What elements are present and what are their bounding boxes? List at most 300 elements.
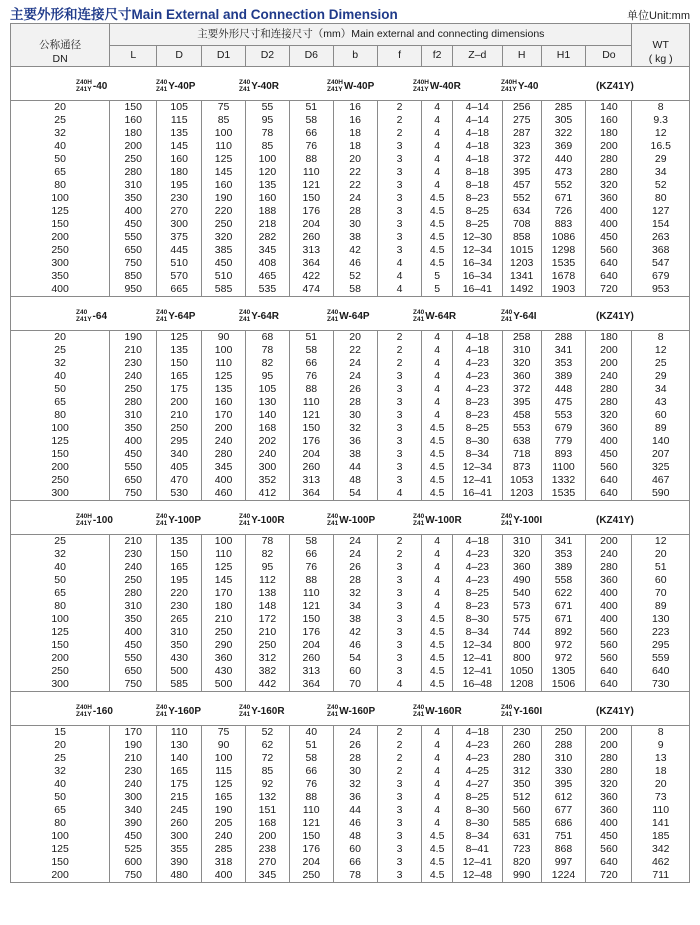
table-cell: 4 xyxy=(422,153,452,166)
table-cell: 110 xyxy=(202,548,246,561)
table-cell: 3 xyxy=(377,218,422,231)
table-cell: 66 xyxy=(289,127,333,140)
table-cell: 650 xyxy=(110,474,157,487)
table-cell: 1050 xyxy=(502,665,541,678)
table-cell: 800 xyxy=(502,639,541,652)
table-cell: 4 xyxy=(377,283,422,297)
table-cell: 250 xyxy=(11,665,110,678)
table-cell: 13 xyxy=(632,752,690,765)
table-cell: 12 xyxy=(632,344,690,357)
table-cell: 820 xyxy=(502,856,541,869)
table-cell: 730 xyxy=(632,678,690,692)
table-cell: 4 xyxy=(422,561,452,574)
table-cell: 547 xyxy=(632,257,690,270)
table-cell: 240 xyxy=(246,448,290,461)
table-cell: 145 xyxy=(202,166,246,179)
table-cell: 60 xyxy=(632,409,690,422)
table-cell: 310 xyxy=(110,600,157,613)
table-cell: 172 xyxy=(246,613,290,626)
table-row xyxy=(11,652,690,665)
table-cell: 4.5 xyxy=(422,422,452,435)
table-cell: 631 xyxy=(502,830,541,843)
table-cell: 3 xyxy=(377,461,422,474)
table-cell: 148 xyxy=(246,600,290,613)
table-cell: 51 xyxy=(289,101,333,115)
table-cell: 82 xyxy=(246,357,290,370)
table-cell: 550 xyxy=(110,461,157,474)
col-header: Do xyxy=(586,45,632,67)
table-cell: 390 xyxy=(110,817,157,830)
table-cell: 395 xyxy=(502,396,541,409)
table-cell: 176 xyxy=(289,843,333,856)
table-row xyxy=(11,804,690,817)
table-cell: 280 xyxy=(202,448,246,461)
table-cell: 115 xyxy=(157,114,202,127)
table-cell: 8–25 xyxy=(452,791,502,804)
table-cell: 300 xyxy=(11,257,110,270)
table-cell: 473 xyxy=(541,166,586,179)
table-row xyxy=(11,843,690,856)
table-cell: 340 xyxy=(157,448,202,461)
table-cell: 408 xyxy=(246,257,290,270)
table-cell: 2 xyxy=(377,357,422,370)
table-cell: 320 xyxy=(586,409,632,422)
table-cell: 726 xyxy=(541,205,586,218)
table-cell: 73 xyxy=(632,791,690,804)
table-cell: 4 xyxy=(422,752,452,765)
table-cell: 4.5 xyxy=(422,856,452,869)
table-row xyxy=(11,869,690,883)
table-cell: 4.5 xyxy=(422,257,452,270)
table-cell: 972 xyxy=(541,652,586,665)
table-cell: 320 xyxy=(586,179,632,192)
table-cell: 100 xyxy=(202,535,246,549)
table-row xyxy=(11,331,690,345)
table-row xyxy=(11,140,690,153)
table-cell: 4 xyxy=(422,370,452,383)
table-cell: 430 xyxy=(157,652,202,665)
table-cell: 40 xyxy=(289,726,333,740)
table-cell: 25 xyxy=(11,114,110,127)
table-cell: 195 xyxy=(157,179,202,192)
table-cell: 43 xyxy=(632,396,690,409)
table-cell: 300 xyxy=(157,830,202,843)
table-cell: 210 xyxy=(246,626,290,639)
table-cell: 230 xyxy=(157,192,202,205)
table-cell: 892 xyxy=(541,626,586,639)
table-cell: 200 xyxy=(11,869,110,883)
table-cell: 364 xyxy=(289,257,333,270)
table-cell: 723 xyxy=(502,843,541,856)
table-cell: 400 xyxy=(110,205,157,218)
table-cell: 250 xyxy=(541,726,586,740)
table-cell: 2 xyxy=(377,739,422,752)
table-cell: 4.5 xyxy=(422,678,452,692)
table-cell: 89 xyxy=(632,422,690,435)
table-cell: 2 xyxy=(377,127,422,140)
table-cell: 200 xyxy=(586,357,632,370)
dn-header: 公称通径 DN xyxy=(11,24,110,67)
table-cell: 70 xyxy=(333,678,377,692)
table-cell: 24 xyxy=(333,535,377,549)
table-cell: 1535 xyxy=(541,487,586,501)
table-cell: 800 xyxy=(502,652,541,665)
table-cell: 82 xyxy=(246,548,290,561)
table-cell: 24 xyxy=(333,192,377,205)
table-cell: 24 xyxy=(333,357,377,370)
table-cell: 58 xyxy=(289,535,333,549)
table-cell: 112 xyxy=(246,574,290,587)
table-cell: 559 xyxy=(632,652,690,665)
table-cell: 30 xyxy=(333,218,377,231)
table-cell: 25 xyxy=(632,357,690,370)
table-cell: 51 xyxy=(289,331,333,345)
table-cell: 679 xyxy=(541,422,586,435)
table-cell: 42 xyxy=(333,626,377,639)
table-cell: 150 xyxy=(11,218,110,231)
table-cell: 20 xyxy=(632,548,690,561)
table-cell: 4–23 xyxy=(452,548,502,561)
table-cell: 313 xyxy=(289,665,333,678)
table-cell: 138 xyxy=(246,587,290,600)
table-cell: 500 xyxy=(157,665,202,678)
table-cell: 18 xyxy=(333,140,377,153)
table-cell: 210 xyxy=(110,752,157,765)
table-cell: 3 xyxy=(377,817,422,830)
table-cell: 151 xyxy=(246,804,290,817)
table-cell: 38 xyxy=(333,231,377,244)
model-label: Z40 Z41 Y-64R xyxy=(239,309,279,323)
table-cell: 4 xyxy=(377,257,422,270)
table-row xyxy=(11,535,690,549)
table-cell: 395 xyxy=(502,166,541,179)
table-cell: 204 xyxy=(289,448,333,461)
table-cell: 78 xyxy=(333,869,377,883)
table-cell: 4.5 xyxy=(422,830,452,843)
table-cell: 200 xyxy=(11,652,110,665)
table-cell: 510 xyxy=(157,257,202,270)
table-cell: 553 xyxy=(541,409,586,422)
table-row xyxy=(11,231,690,244)
table-row xyxy=(11,127,690,140)
table-cell: 200 xyxy=(246,830,290,843)
table-cell: 560 xyxy=(586,626,632,639)
table-cell: 650 xyxy=(110,244,157,257)
table-cell: 75 xyxy=(202,726,246,740)
table-cell: 80 xyxy=(11,600,110,613)
table-cell: 145 xyxy=(157,140,202,153)
table-row xyxy=(11,435,690,448)
table-cell: 88 xyxy=(289,383,333,396)
table-cell: 46 xyxy=(333,257,377,270)
model-label: Z40 Z41 Y-100P xyxy=(156,513,202,527)
table-cell: 26 xyxy=(333,739,377,752)
table-cell: 686 xyxy=(541,817,586,830)
table-cell: 4–25 xyxy=(452,765,502,778)
table-cell: 34 xyxy=(632,383,690,396)
table-cell: 24 xyxy=(333,726,377,740)
table-cell: 4–18 xyxy=(452,153,502,166)
table-cell: 90 xyxy=(202,331,246,345)
model-label: Z40H Z41Y W-40P xyxy=(327,79,375,93)
table-cell: 718 xyxy=(502,448,541,461)
table-cell: 560 xyxy=(586,244,632,257)
table-cell: 353 xyxy=(541,548,586,561)
table-cell: 450 xyxy=(110,218,157,231)
table-cell: 462 xyxy=(632,856,690,869)
table-cell: 950 xyxy=(110,283,157,297)
table-cell: 510 xyxy=(202,270,246,283)
table-cell: 779 xyxy=(541,435,586,448)
table-cell: 570 xyxy=(157,270,202,283)
table-cell: 110 xyxy=(202,357,246,370)
table-cell: 305 xyxy=(541,114,586,127)
table-row xyxy=(11,370,690,383)
table-row xyxy=(11,192,690,205)
table-cell: 141 xyxy=(632,817,690,830)
table-cell: 8–30 xyxy=(452,804,502,817)
table-cell: 16–41 xyxy=(452,283,502,297)
table-cell: 470 xyxy=(157,474,202,487)
table-cell: 390 xyxy=(157,856,202,869)
table-cell: 176 xyxy=(289,435,333,448)
table-cell: 135 xyxy=(246,179,290,192)
table-cell: 180 xyxy=(586,127,632,140)
table-cell: 78 xyxy=(246,127,290,140)
table-cell: 16–34 xyxy=(452,270,502,283)
table-cell: 110 xyxy=(157,726,202,740)
table-cell: 350 xyxy=(110,613,157,626)
table-cell: 300 xyxy=(110,791,157,804)
model-label: Z40H Z41Y -40 xyxy=(76,79,108,93)
table-row xyxy=(11,114,690,127)
table-cell: 720 xyxy=(586,869,632,883)
table-cell: 4 xyxy=(422,179,452,192)
table-cell: 130 xyxy=(632,613,690,626)
table-cell: 345 xyxy=(246,869,290,883)
table-cell: 32 xyxy=(11,127,110,140)
table-cell: 4–18 xyxy=(452,726,502,740)
table-cell: 220 xyxy=(202,205,246,218)
table-cell: 200 xyxy=(586,535,632,549)
table-row xyxy=(11,791,690,804)
table-row xyxy=(11,344,690,357)
table-cell: 585 xyxy=(202,283,246,297)
table-cell: 4.5 xyxy=(422,626,452,639)
table-cell: 24 xyxy=(333,548,377,561)
table-cell: 100 xyxy=(11,422,110,435)
table-cell: 32 xyxy=(333,778,377,791)
table-cell: 60 xyxy=(333,665,377,678)
table-cell: 372 xyxy=(502,153,541,166)
table-cell: 20 xyxy=(333,153,377,166)
table-cell: 322 xyxy=(541,127,586,140)
table-cell: 750 xyxy=(110,257,157,270)
table-cell: 50 xyxy=(11,791,110,804)
model-label: Z40 Z41 W-64P xyxy=(327,309,370,323)
table-cell: 150 xyxy=(157,548,202,561)
table-cell: 360 xyxy=(502,370,541,383)
table-row xyxy=(11,587,690,600)
table-cell: 369 xyxy=(541,140,586,153)
table-cell: 18 xyxy=(632,765,690,778)
table-cell: 110 xyxy=(289,804,333,817)
table-cell: 25 xyxy=(11,344,110,357)
table-cell: 352 xyxy=(246,474,290,487)
model-label: Z40 Z41 Y-40R xyxy=(239,79,279,93)
model-label: (KZ41Y) xyxy=(596,706,634,717)
page-title: 主要外形和连接尺寸Main External and Connection Dimension xyxy=(10,7,398,22)
table-row xyxy=(11,205,690,218)
table-cell: 100 xyxy=(246,153,290,166)
table-cell: 190 xyxy=(202,192,246,205)
table-cell: 4 xyxy=(422,127,452,140)
table-cell: 160 xyxy=(202,179,246,192)
model-label: Z40 Z41 Y-160P xyxy=(156,704,202,718)
table-cell: 140 xyxy=(586,101,632,115)
table-cell: 176 xyxy=(289,205,333,218)
table-cell: 8–25 xyxy=(452,587,502,600)
table-cell: 640 xyxy=(586,665,632,678)
table-cell: 200 xyxy=(11,461,110,474)
table-cell: 80 xyxy=(11,409,110,422)
model-row xyxy=(11,692,690,726)
table-row xyxy=(11,778,690,791)
table-cell: 4 xyxy=(422,600,452,613)
table-cell: 154 xyxy=(632,218,690,231)
table-cell: 230 xyxy=(110,765,157,778)
table-cell: 711 xyxy=(632,869,690,883)
model-label: Z40H Z41Y -160 xyxy=(76,704,113,718)
table-cell: 4 xyxy=(422,817,452,830)
table-row xyxy=(11,726,690,740)
table-cell: 535 xyxy=(246,283,290,297)
table-cell: 8–23 xyxy=(452,396,502,409)
table-row xyxy=(11,422,690,435)
table-cell: 671 xyxy=(541,192,586,205)
table-row xyxy=(11,548,690,561)
table-cell: 3 xyxy=(377,166,422,179)
table-cell: 200 xyxy=(586,140,632,153)
table-row xyxy=(11,765,690,778)
model-label: Z40 Z41 W-160R xyxy=(413,704,462,718)
table-cell: 250 xyxy=(110,574,157,587)
table-cell: 175 xyxy=(157,383,202,396)
table-cell: 150 xyxy=(289,192,333,205)
table-cell: 263 xyxy=(632,231,690,244)
table-cell: 80 xyxy=(11,179,110,192)
table-cell: 3 xyxy=(377,153,422,166)
table-cell: 44 xyxy=(333,804,377,817)
table-cell: 350 xyxy=(11,270,110,283)
table-cell: 1678 xyxy=(541,270,586,283)
table-cell: 460 xyxy=(202,487,246,501)
table-cell: 744 xyxy=(502,626,541,639)
table-cell: 360 xyxy=(586,574,632,587)
table-cell: 310 xyxy=(502,344,541,357)
table-row xyxy=(11,257,690,270)
table-cell: 4 xyxy=(377,678,422,692)
table-cell: 240 xyxy=(586,370,632,383)
table-cell: 46 xyxy=(333,639,377,652)
table-cell: 1203 xyxy=(502,487,541,501)
table-cell: 341 xyxy=(541,535,586,549)
table-cell: 310 xyxy=(110,179,157,192)
table-cell: 8–41 xyxy=(452,843,502,856)
table-cell: 490 xyxy=(502,574,541,587)
table-cell: 325 xyxy=(632,461,690,474)
table-cell: 202 xyxy=(246,435,290,448)
table-cell: 32 xyxy=(333,587,377,600)
table-cell: 29 xyxy=(632,153,690,166)
table-cell: 640 xyxy=(586,270,632,283)
table-cell: 218 xyxy=(246,218,290,231)
table-cell: 150 xyxy=(289,613,333,626)
table-cell: 125 xyxy=(157,331,202,345)
table-cell: 76 xyxy=(289,140,333,153)
table-cell: 16–34 xyxy=(452,257,502,270)
table-cell: 165 xyxy=(157,370,202,383)
table-cell: 280 xyxy=(586,153,632,166)
table-cell: 4 xyxy=(422,778,452,791)
table-cell: 280 xyxy=(586,765,632,778)
table-cell: 240 xyxy=(110,370,157,383)
table-cell: 95 xyxy=(246,370,290,383)
model-label: Z40 Z41 Y-100R xyxy=(239,513,285,527)
table-cell: 3 xyxy=(377,231,422,244)
table-cell: 360 xyxy=(586,422,632,435)
table-cell: 3 xyxy=(377,600,422,613)
table-row xyxy=(11,830,690,843)
table-cell: 355 xyxy=(157,843,202,856)
table-cell: 4 xyxy=(422,331,452,345)
table-cell: 250 xyxy=(202,626,246,639)
table-cell: 342 xyxy=(632,843,690,856)
table-cell: 553 xyxy=(502,422,541,435)
table-cell: 8–18 xyxy=(452,179,502,192)
table-cell: 465 xyxy=(246,270,290,283)
table-cell: 12–41 xyxy=(452,856,502,869)
table-cell: 125 xyxy=(11,843,110,856)
table-cell: 467 xyxy=(632,474,690,487)
table-cell: 207 xyxy=(632,448,690,461)
table-cell: 4.5 xyxy=(422,231,452,244)
table-cell: 400 xyxy=(586,218,632,231)
table-cell: 3 xyxy=(377,422,422,435)
table-cell: 3 xyxy=(377,587,422,600)
table-cell: 78 xyxy=(246,344,290,357)
table-cell: 300 xyxy=(157,218,202,231)
table-cell: 140 xyxy=(246,409,290,422)
table-cell: 12–34 xyxy=(452,244,502,257)
model-label: Z40 Z41 Y-40P xyxy=(156,79,196,93)
table-cell: 4 xyxy=(422,739,452,752)
table-cell: 55 xyxy=(246,101,290,115)
table-cell: 450 xyxy=(110,830,157,843)
table-cell: 16.5 xyxy=(632,140,690,153)
table-cell: 573 xyxy=(502,600,541,613)
table-cell: 240 xyxy=(202,435,246,448)
col-header: D xyxy=(157,45,202,67)
table-cell: 52 xyxy=(333,270,377,283)
table-cell: 442 xyxy=(246,678,290,692)
table-cell: 240 xyxy=(202,830,246,843)
wt-header: WT ( kg ) xyxy=(632,24,690,67)
table-cell: 3 xyxy=(377,869,422,883)
table-cell: 38 xyxy=(333,613,377,626)
table-cell: 400 xyxy=(586,587,632,600)
table-cell: 640 xyxy=(586,856,632,869)
